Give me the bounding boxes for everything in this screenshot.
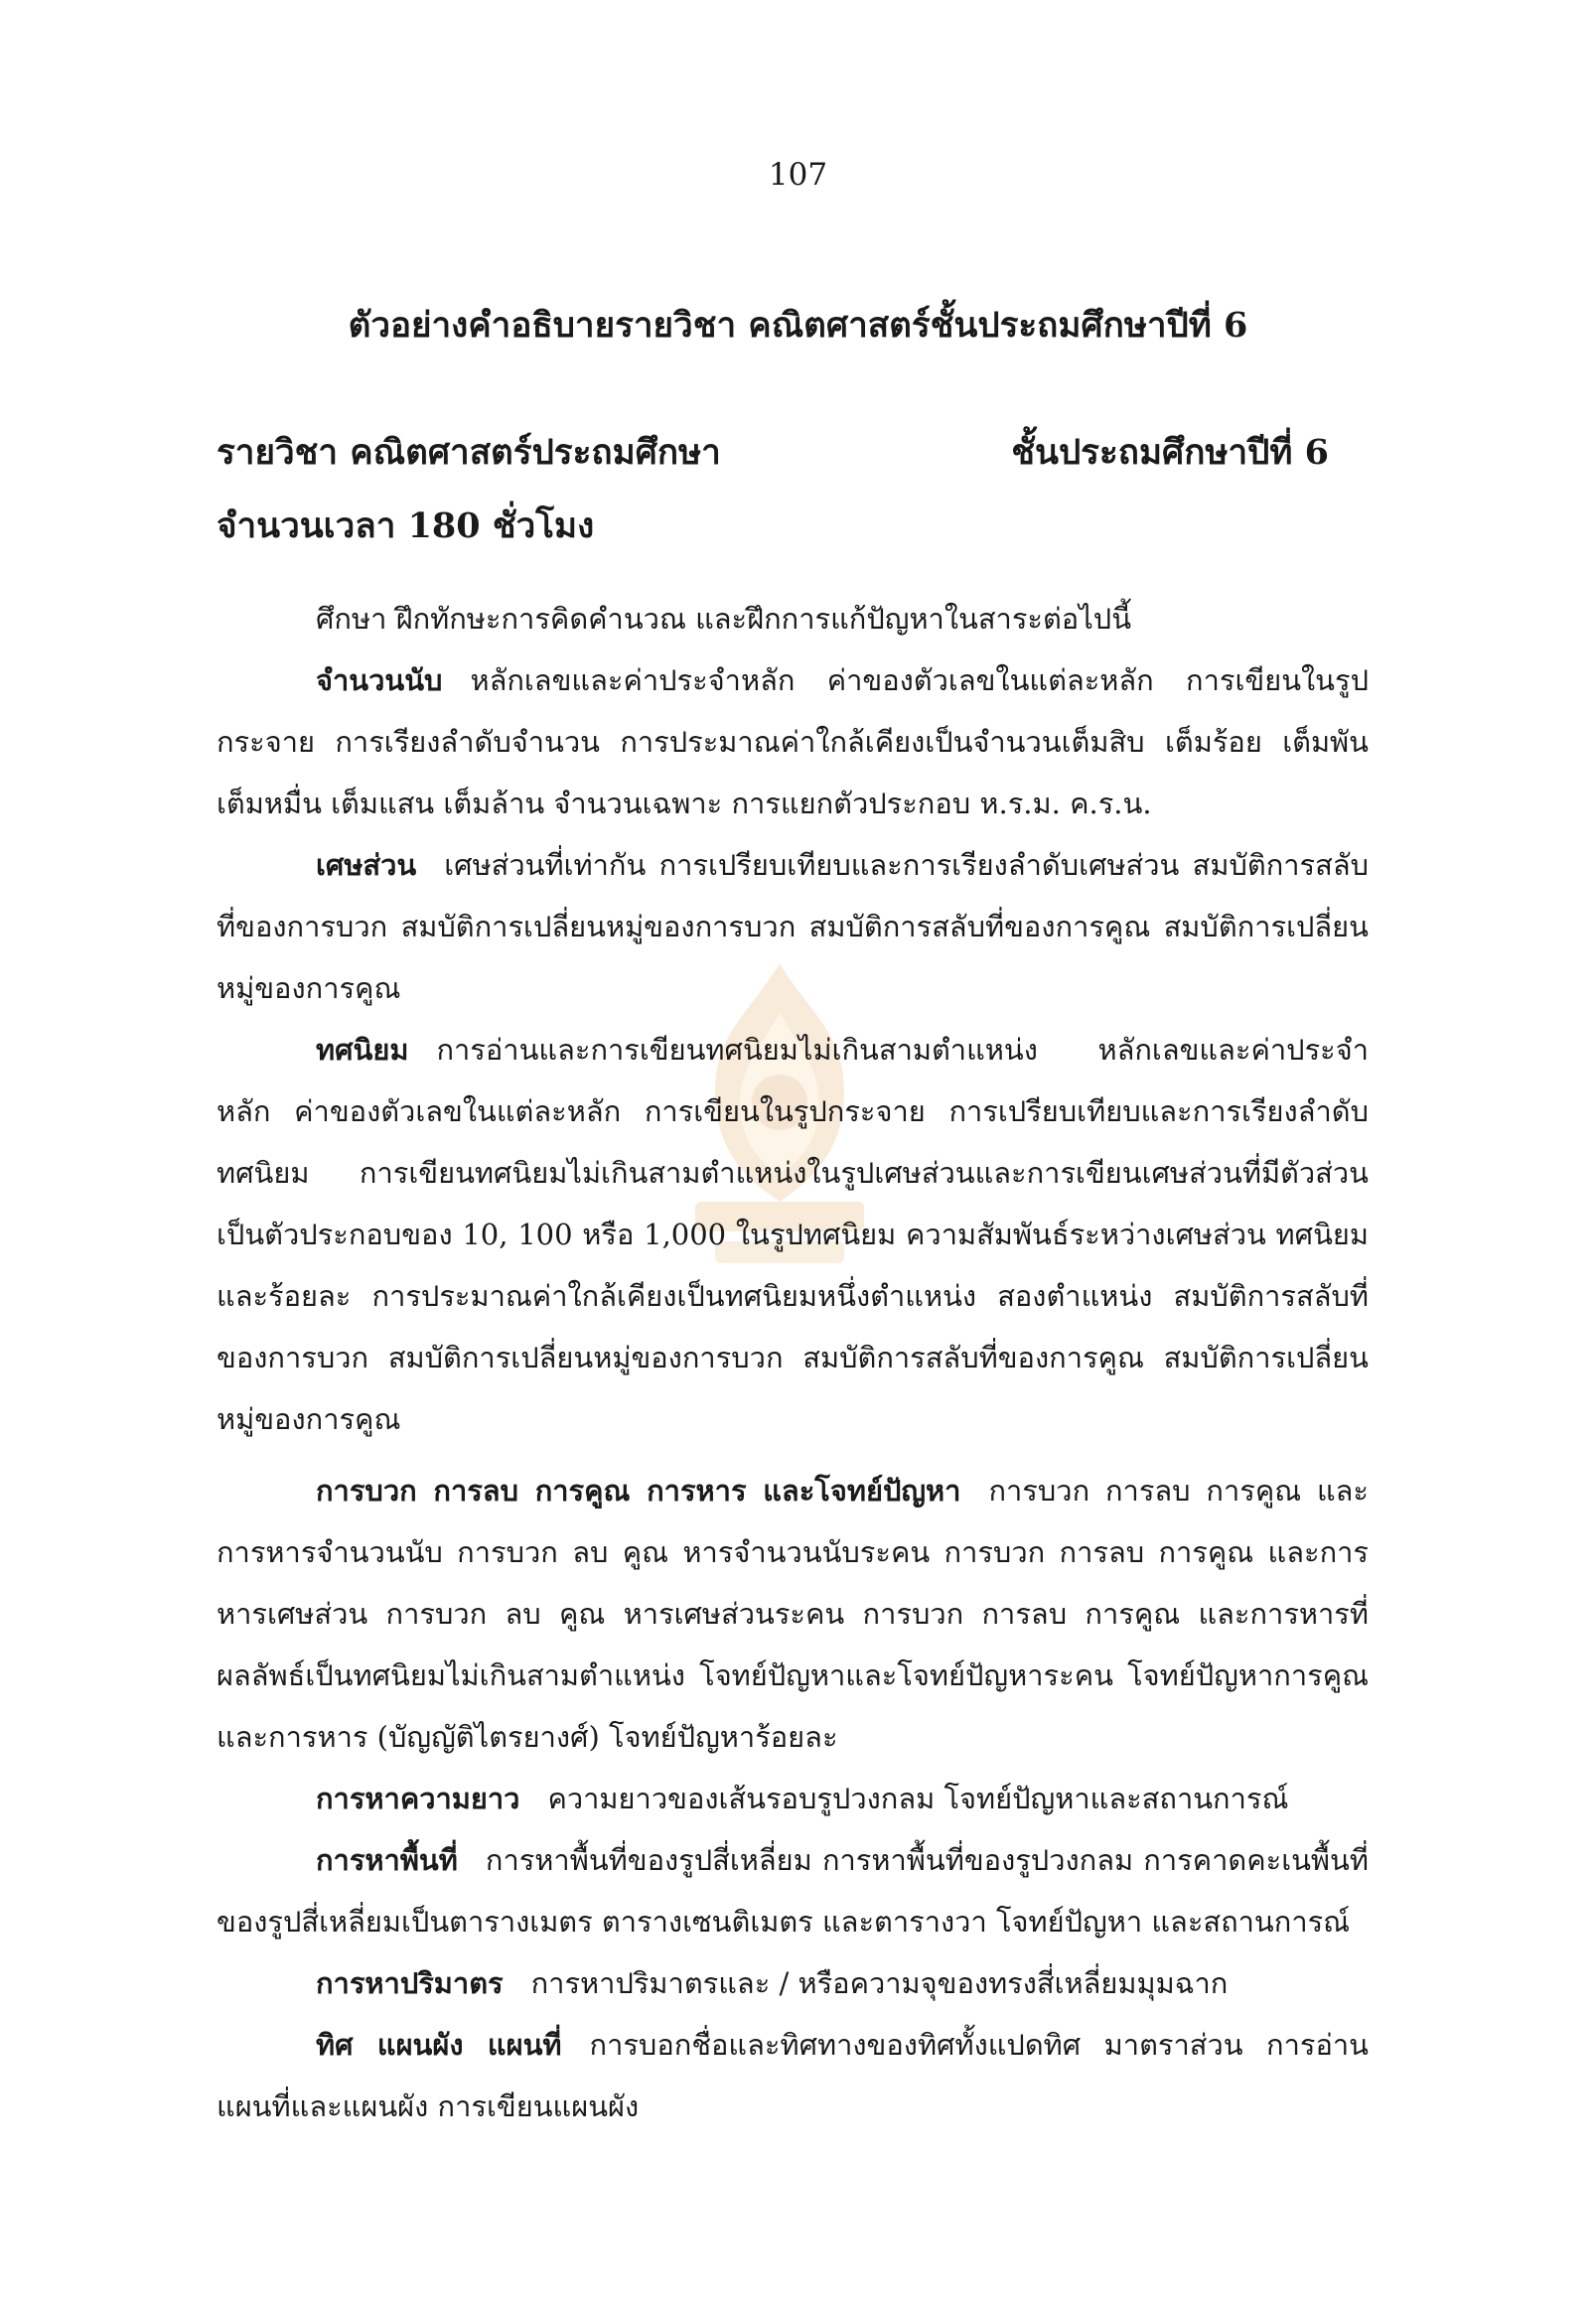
section-heading: การบวก การลบ การคูณ การหาร และโจทย์ปัญหา	[316, 1474, 961, 1508]
course-hours: จำนวนเวลา 180 ชั่วโมง	[217, 505, 595, 546]
section-text: การบวก การลบ การคูณ และการหารจำนวนนับ การบวก ลบ คูณ หารจำนวนนับระคน การบวก การลบ การคูณ และการหารเศษส่วน การบวก ลบ คูณ หารเศษส่วนระคน การบวก การลบ การคูณ และการหารที่ผลลัพธ์เป็นทศนิยมไม่เกินสามตำแหน่ง โจทย์ปัญหาและโจทย์ปัญหาระคน โจทย์ปัญหาการคูณและการหาร (บัญญัติไตรยางศ์) โจทย์ปัญหาร้อยละ	[217, 1474, 1369, 1754]
section-heading: การหาปริมาตร	[316, 1966, 504, 2000]
section-heading: การหาพื้นที่	[316, 1843, 458, 1877]
section-text: หลักเลขและค่าประจำหลัก ค่าของตัวเลขในแต่ละหลัก การเขียนในรูปกระจาย การเรียงลำดับจำนวน การประมาณค่าใกล้เคียงเป็นจำนวนเต็มสิบ เต็มร้อย เต็มพัน เต็มหมื่น เต็มแสน เต็มล้าน จำนวนเฉพาะ การแยกตัวประกอบ ห.ร.ม. ค.ร.น.	[217, 663, 1369, 820]
section-text: ความยาวของเส้นรอบรูปวงกลม โจทย์ปัญหาและสถานการณ์	[547, 1782, 1289, 1815]
course-subject: รายวิชา คณิตศาสตร์ประถมศึกษา	[217, 432, 721, 473]
section-heading: การหาความยาว	[316, 1782, 520, 1815]
section-text: การอ่านและการเขียนทศนิยมไม่เกินสามตำแหน่ง หลักเลขและค่าประจำหลัก ค่าของตัวเลขในแต่ละหลัก การเขียนในรูปกระจาย การเปรียบเทียบและการเรียงลำดับทศนิยม การเขียนทศนิยมไม่เกินสามตำแหน่งในรูปเศษส่วนและการเขียนเศษส่วนที่มีตัวส่วน เป็นตัวประกอบของ 10, 100 หรือ 1,000 ในรูปทศนิยม ความสัมพันธ์ระหว่างเศษส่วน ทศนิยม และร้อยละ การประมาณค่าใกล้เคียงเป็นทศนิยมหนึ่งตำแหน่ง สองตำแหน่ง สมบัติการสลับที่ของการบวก สมบัติการเปลี่ยนหมู่ของการบวก สมบัติการสลับที่ของการคูณ สมบัติการเปลี่ยนหมู่ของการคูณ	[217, 1033, 1369, 1436]
course-header	[217, 425, 1329, 480]
section-heading: เศษส่วน	[316, 848, 417, 882]
section-paragraph	[217, 649, 1369, 834]
section-paragraph	[217, 1952, 1369, 2014]
section-text: การหาพื้นที่ของรูปสี่เหลี่ยม การหาพื้นที่ของรูปวงกลม การคาดคะเนพื้นที่ของรูปสี่เหลี่ยมเป็นตารางเมตร ตารางเซนติเมตร และตารางวา โจทย์ปัญหา และสถานการณ์	[217, 1843, 1369, 1939]
intro-paragraph	[217, 588, 1369, 649]
course-description	[217, 588, 1369, 2137]
course-grade: ชั้นประถมศึกษาปีที่ 6	[1011, 432, 1329, 473]
section-paragraph	[217, 1768, 1369, 1829]
intro-text: ศึกษา ฝึกทักษะการคิดคำนวณ และฝึกการแก้ปัญหาในสาระต่อไปนี้	[316, 602, 1132, 636]
section-heading: ทิศ แผนผัง แผนที่	[316, 2028, 562, 2062]
section-paragraph	[217, 834, 1369, 1019]
section-text: เศษส่วนที่เท่ากัน การเปรียบเทียบและการเรียงลำดับเศษส่วน สมบัติการสลับที่ของการบวก สมบัติการเปลี่ยนหมู่ของการบวก สมบัติการสลับที่ของการคูณ สมบัติการเปลี่ยนหมู่ของการคูณ	[217, 848, 1369, 1005]
section-heading: จำนวนนับ	[316, 663, 443, 697]
page-number: 107	[768, 157, 828, 193]
section-text: การบอกชื่อและทิศทางของทิศทั้งแปดทิศ มาตราส่วน การอ่านแผนที่และแผนผัง การเขียนแผนผัง	[217, 2028, 1369, 2123]
section-text: การหาปริมาตรและ / หรือความจุของทรงสี่เหลี่ยมมุมฉาก	[530, 1966, 1229, 2000]
document-title: ตัวอย่างคำอธิบายรายวิชา คณิตศาสตร์ชั้นประถมศึกษาปีที่ 6	[348, 305, 1248, 346]
section-paragraph	[217, 1019, 1369, 1450]
section-paragraph	[217, 1829, 1369, 1952]
section-heading: ทศนิยม	[316, 1033, 409, 1067]
section-paragraph	[217, 1460, 1369, 1768]
section-paragraph	[217, 2014, 1369, 2137]
